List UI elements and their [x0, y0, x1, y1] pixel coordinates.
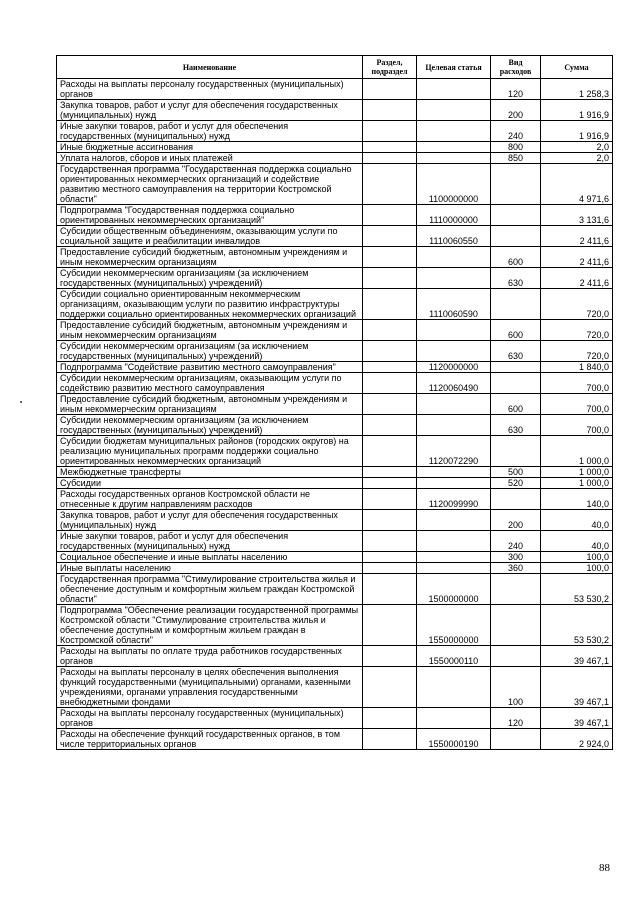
table-header-row [57, 56, 613, 79]
cell-kind: 600 [491, 320, 541, 341]
table-row [57, 563, 613, 574]
cell-sum: 40,0 [541, 531, 613, 552]
table-row [57, 510, 613, 531]
cell-target: 1500000000 [417, 574, 491, 605]
cell-sum: 1 000,0 [541, 467, 613, 478]
cell-sum: 100,0 [541, 552, 613, 563]
cell-target [417, 667, 491, 708]
cell-kind: 200 [491, 100, 541, 121]
cell-kind [491, 605, 541, 646]
cell-section [363, 574, 417, 605]
cell-name: Субсидии общественным объединениям, оказывающим услуги по социальной защите и реабилитации инвалидов [57, 226, 363, 247]
cell-kind: 520 [491, 478, 541, 489]
cell-kind: 800 [491, 142, 541, 153]
cell-kind: 300 [491, 552, 541, 563]
cell-section [363, 205, 417, 226]
cell-sum: 2 924,0 [541, 729, 613, 750]
table-row [57, 646, 613, 667]
cell-kind [491, 489, 541, 510]
cell-target: 1110060590 [417, 289, 491, 320]
cell-target: 1110060550 [417, 226, 491, 247]
cell-section [363, 552, 417, 563]
cell-kind: 120 [491, 708, 541, 729]
cell-target [417, 478, 491, 489]
cell-name: Иные закупки товаров, работ и услуг для обеспечения государственных (муниципальных) нужд [57, 121, 363, 142]
cell-name: Субсидии некоммерческим организациям (за исключением государственных (муниципальных) учреждений) [57, 341, 363, 362]
cell-name: Субсидии некоммерческим организациям (за исключением государственных (муниципальных) учреждений) [57, 415, 363, 436]
table-row [57, 226, 613, 247]
table-row [57, 708, 613, 729]
cell-section [363, 268, 417, 289]
cell-target [417, 394, 491, 415]
cell-section [363, 394, 417, 415]
cell-sum: 1 258,3 [541, 79, 613, 100]
cell-target [417, 247, 491, 268]
cell-kind: 360 [491, 563, 541, 574]
cell-kind: 240 [491, 531, 541, 552]
table-row [57, 415, 613, 436]
cell-name: Расходы на выплаты персоналу государственных (муниципальных) органов [57, 79, 363, 100]
cell-kind: 630 [491, 341, 541, 362]
cell-sum: 39 467,1 [541, 646, 613, 667]
cell-section [363, 289, 417, 320]
cell-section [363, 467, 417, 478]
cell-section [363, 489, 417, 510]
cell-target: 1110000000 [417, 205, 491, 226]
cell-name: Иные выплаты населению [57, 563, 363, 574]
cell-name: Субсидии некоммерческим организациям (за исключением государственных (муниципальных) учреждений) [57, 268, 363, 289]
cell-section [363, 646, 417, 667]
cell-section [363, 510, 417, 531]
cell-target [417, 552, 491, 563]
cell-sum: 1 000,0 [541, 436, 613, 467]
cell-kind: 600 [491, 394, 541, 415]
cell-sum: 3 131,6 [541, 205, 613, 226]
cell-section [363, 153, 417, 164]
cell-sum: 700,0 [541, 394, 613, 415]
cell-sum: 720,0 [541, 289, 613, 320]
cell-kind [491, 205, 541, 226]
cell-section [363, 320, 417, 341]
cell-target [417, 79, 491, 100]
cell-name: Государственная программа "Стимулирование строительства жилья и обеспечение доступным и комфортным жильем граждан Костромской области" [57, 574, 363, 605]
table-row [57, 467, 613, 478]
header-kind: Вид расходов [491, 56, 541, 79]
cell-kind [491, 646, 541, 667]
cell-name: Закупка товаров, работ и услуг для обеспечения государственных (муниципальных) нужд [57, 100, 363, 121]
cell-name: Государственная программа "Государственная поддержка социально ориентированных некоммерческих организаций и содействие развитию местного самоуправления на территории Костромской области" [57, 164, 363, 205]
cell-sum: 1 916,9 [541, 100, 613, 121]
cell-name: Подпрограмма "Содействие развитию местного самоуправления" [57, 362, 363, 373]
cell-sum: 2 411,6 [541, 226, 613, 247]
cell-sum: 39 467,1 [541, 708, 613, 729]
document-page [56, 55, 612, 750]
cell-sum: 1 000,0 [541, 478, 613, 489]
cell-name: Закупка товаров, работ и услуг для обеспечения государственных (муниципальных) нужд [57, 510, 363, 531]
table-row [57, 478, 613, 489]
cell-target [417, 320, 491, 341]
cell-name: Субсидии некоммерческим организациям, оказывающим услуги по содействию развитию местного самоуправления [57, 373, 363, 394]
cell-name: Межбюджетные трансферты [57, 467, 363, 478]
cell-section [363, 362, 417, 373]
cell-target [417, 100, 491, 121]
cell-section [363, 708, 417, 729]
table-row [57, 289, 613, 320]
cell-name: Иные бюджетные ассигнования [57, 142, 363, 153]
cell-sum: 2 411,6 [541, 247, 613, 268]
cell-section [363, 79, 417, 100]
cell-section [363, 341, 417, 362]
cell-sum: 140,0 [541, 489, 613, 510]
table-row [57, 436, 613, 467]
cell-sum: 1 916,9 [541, 121, 613, 142]
cell-target [417, 467, 491, 478]
cell-target [417, 708, 491, 729]
table-row [57, 341, 613, 362]
table-body [57, 79, 613, 750]
cell-target [417, 142, 491, 153]
cell-kind [491, 289, 541, 320]
cell-target [417, 510, 491, 531]
cell-name: Расходы на выплаты персоналу в целях обеспечения выполнения функций государственными (муниципальными) органами, казенными учреждениями, органами управления государственными внебюджетными фондами [57, 667, 363, 708]
cell-name: Субсидии социально ориентированным некоммерческим организациям, оказывающим услуги по развитию инфраструктуры поддержки социально ориентированных некоммерческих организаций [57, 289, 363, 320]
cell-target [417, 415, 491, 436]
table-row [57, 605, 613, 646]
cell-name: Расходы на обеспечение функций государственных органов, в том числе территориальных органов [57, 729, 363, 750]
cell-target [417, 341, 491, 362]
cell-target: 1120099990 [417, 489, 491, 510]
cell-target [417, 563, 491, 574]
table-row [57, 79, 613, 100]
cell-sum: 2 411,6 [541, 268, 613, 289]
table-row [57, 531, 613, 552]
cell-sum: 720,0 [541, 320, 613, 341]
cell-kind: 120 [491, 79, 541, 100]
table-row [57, 373, 613, 394]
cell-name: Предоставление субсидий бюджетным, автономным учреждениям и иным некоммерческим организациям [57, 320, 363, 341]
cell-section [363, 415, 417, 436]
cell-section [363, 667, 417, 708]
header-name: Наименование [57, 56, 363, 79]
table-row [57, 164, 613, 205]
cell-section [363, 478, 417, 489]
cell-sum: 100,0 [541, 563, 613, 574]
cell-section [363, 121, 417, 142]
cell-section [363, 605, 417, 646]
cell-target: 1120060490 [417, 373, 491, 394]
cell-target [417, 268, 491, 289]
cell-sum: 1 840,0 [541, 362, 613, 373]
cell-name: Иные закупки товаров, работ и услуг для обеспечения государственных (муниципальных) нужд [57, 531, 363, 552]
cell-sum: 39 467,1 [541, 667, 613, 708]
table-row [57, 729, 613, 750]
table-row [57, 362, 613, 373]
cell-kind: 100 [491, 667, 541, 708]
cell-target: 1100000000 [417, 164, 491, 205]
cell-kind [491, 362, 541, 373]
cell-name: Субсидии [57, 478, 363, 489]
table-row [57, 268, 613, 289]
cell-sum: 53 530,2 [541, 574, 613, 605]
cell-section [363, 142, 417, 153]
cell-name: Субсидии бюджетам муниципальных районов (городских округов) на реализацию муниципальных программ поддержки социально ориентированных некоммерческих организаций [57, 436, 363, 467]
cell-sum: 700,0 [541, 373, 613, 394]
table-row [57, 153, 613, 164]
table-row [57, 394, 613, 415]
cell-kind: 600 [491, 247, 541, 268]
cell-sum: 40,0 [541, 510, 613, 531]
cell-target: 1550000190 [417, 729, 491, 750]
cell-section [363, 247, 417, 268]
cell-target: 1550000110 [417, 646, 491, 667]
cell-kind: 850 [491, 153, 541, 164]
cell-kind: 630 [491, 268, 541, 289]
cell-target [417, 153, 491, 164]
header-sum: Сумма [541, 56, 613, 79]
cell-target: 1120072290 [417, 436, 491, 467]
table-row [57, 667, 613, 708]
cell-kind [491, 574, 541, 605]
table-row [57, 142, 613, 153]
cell-section [363, 729, 417, 750]
cell-target: 1120000000 [417, 362, 491, 373]
cell-name: Расходы на выплаты по оплате труда работников государственных органов [57, 646, 363, 667]
cell-sum: 2,0 [541, 153, 613, 164]
cell-name: Расходы государственных органов Костромской области не отнесенные к другим направлениям расходов [57, 489, 363, 510]
margin-mark [20, 401, 22, 403]
cell-sum: 700,0 [541, 415, 613, 436]
cell-target [417, 121, 491, 142]
cell-name: Уплата налогов, сборов и иных платежей [57, 153, 363, 164]
cell-kind [491, 373, 541, 394]
budget-table [56, 55, 613, 750]
table-row [57, 121, 613, 142]
cell-name: Предоставление субсидий бюджетным, автономным учреждениям и иным некоммерческим организациям [57, 394, 363, 415]
cell-kind [491, 164, 541, 205]
table-row [57, 320, 613, 341]
cell-kind [491, 436, 541, 467]
table-row [57, 247, 613, 268]
cell-section [363, 531, 417, 552]
cell-kind: 240 [491, 121, 541, 142]
cell-sum: 53 530,2 [541, 605, 613, 646]
cell-kind: 500 [491, 467, 541, 478]
cell-name: Предоставление субсидий бюджетным, автономным учреждениям и иным некоммерческим организациям [57, 247, 363, 268]
cell-target [417, 531, 491, 552]
cell-section [363, 373, 417, 394]
cell-kind: 630 [491, 415, 541, 436]
cell-name: Подпрограмма "Обеспечение реализации государственной программы Костромской области "Стимулирование строительства жилья и обеспечение доступным и комфортным жильем граждан в Костромской области" [57, 605, 363, 646]
table-row [57, 552, 613, 563]
cell-sum: 2,0 [541, 142, 613, 153]
cell-target: 1550000000 [417, 605, 491, 646]
cell-name: Социальное обеспечение и иные выплаты населению [57, 552, 363, 563]
cell-section [363, 100, 417, 121]
cell-sum: 720,0 [541, 341, 613, 362]
cell-name: Подпрограмма "Государственная поддержка социально ориентированных некоммерческих организаций" [57, 205, 363, 226]
cell-kind [491, 729, 541, 750]
cell-section [363, 164, 417, 205]
cell-name: Расходы на выплаты персоналу государственных (муниципальных) органов [57, 708, 363, 729]
page-number: 88 [599, 862, 610, 874]
cell-section [363, 563, 417, 574]
table-row [57, 205, 613, 226]
cell-section [363, 226, 417, 247]
table-row [57, 574, 613, 605]
cell-section [363, 436, 417, 467]
header-section: Раздел, подраздел [363, 56, 417, 79]
cell-kind: 200 [491, 510, 541, 531]
cell-sum: 4 971,6 [541, 164, 613, 205]
table-row [57, 100, 613, 121]
table-row [57, 489, 613, 510]
cell-kind [491, 226, 541, 247]
header-target: Целевая статья [417, 56, 491, 79]
